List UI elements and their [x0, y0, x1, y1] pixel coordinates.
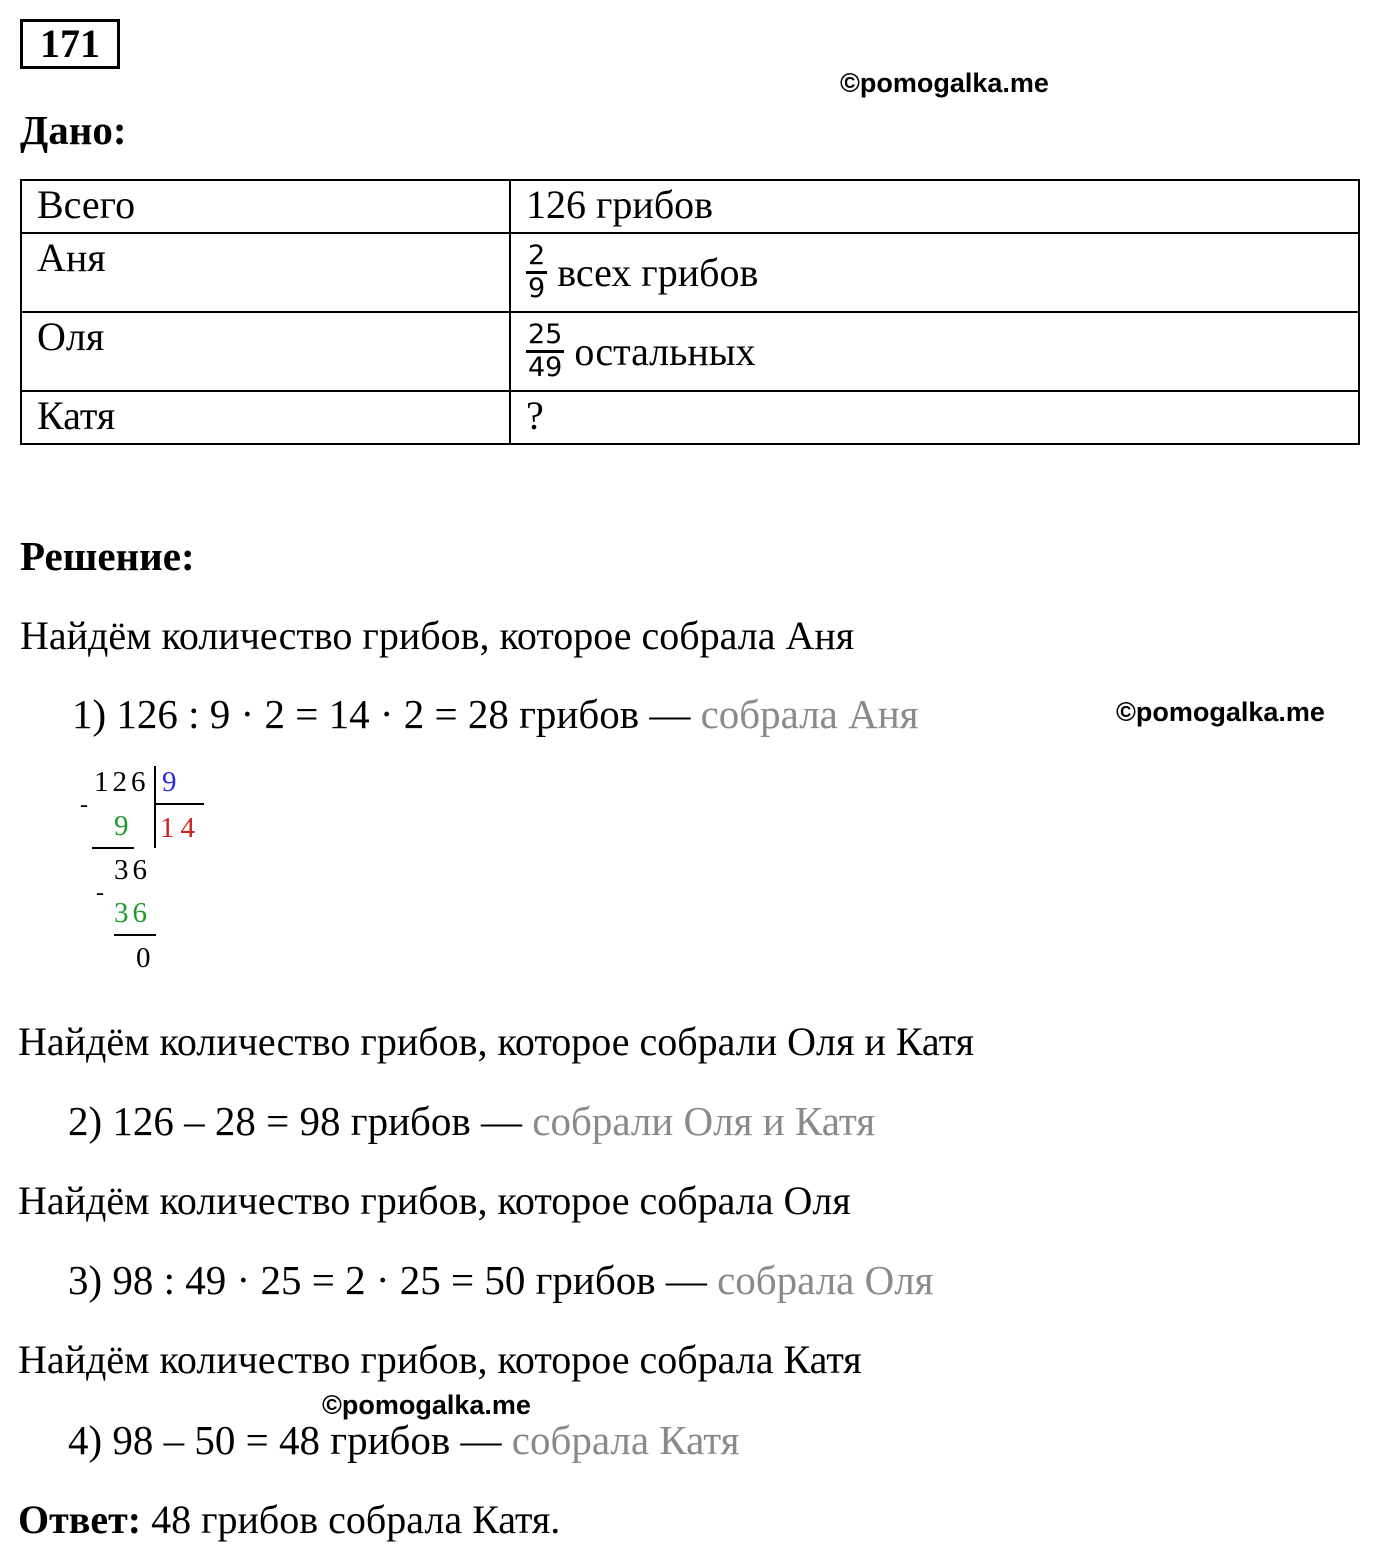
ld-minus-sign: -: [96, 880, 104, 906]
step-note: собрали Оля и Катя: [532, 1098, 876, 1144]
given-value: ?: [510, 391, 1359, 444]
step-note: собрала Катя: [511, 1417, 740, 1463]
ld-minus-sign: -: [80, 792, 88, 818]
fraction-25-49: [526, 320, 564, 383]
solution-step-2: [68, 1097, 875, 1145]
ld-remainder-1: 36: [114, 854, 151, 886]
solution-intro-4: Найдём количество грибов, которое собрала Катя: [18, 1337, 862, 1382]
ld-line-1: [92, 847, 134, 849]
watermark-bottom: ©pomogalka.me: [322, 1390, 531, 1420]
given-value: 126 грибов: [510, 180, 1359, 233]
ld-line-2: [114, 934, 156, 936]
step-note: собрала Оля: [717, 1257, 934, 1303]
solution-step-1: [72, 690, 919, 738]
ld-divisor-underline: [154, 803, 204, 805]
problem-number: 171: [20, 19, 120, 69]
fraction-2-9: [526, 241, 547, 304]
given-row-anya: [21, 233, 1359, 312]
step-note: собрала Аня: [700, 691, 919, 737]
ld-divisor: 9: [162, 766, 177, 798]
solution-heading: Решение:: [20, 533, 195, 579]
solution-intro-3: Найдём количество грибов, которое собрала Оля: [18, 1178, 851, 1223]
watermark-top: ©pomogalka.me: [840, 68, 1049, 98]
ld-quotient: 14: [160, 812, 201, 844]
solution-step-3: [68, 1256, 934, 1304]
solution-step-4: [68, 1416, 739, 1464]
fraction-numerator: 25: [526, 320, 564, 353]
given-value: остальных: [574, 328, 756, 374]
given-label: Всего: [21, 180, 510, 233]
given-label: Аня: [21, 233, 510, 312]
given-value-cell: [510, 233, 1359, 312]
given-row-total: [21, 180, 1359, 233]
step-expression: 1) 126 : 9 · 2 = 14 · 2 = 28 грибов —: [72, 691, 691, 737]
ld-remainder-2: 0: [136, 942, 151, 974]
given-value-cell: [510, 312, 1359, 391]
fraction-numerator: 2: [526, 241, 547, 274]
step-expression: 4) 98 – 50 = 48 грибов —: [68, 1417, 502, 1463]
step-expression: 3) 98 : 49 · 25 = 2 · 25 = 50 грибов —: [68, 1257, 707, 1303]
ld-vertical-bar: [154, 766, 156, 848]
given-label: Оля: [21, 312, 510, 391]
given-value: всех грибов: [557, 249, 759, 295]
ld-subtrahend-2: 36: [114, 897, 151, 929]
given-row-katya: [21, 391, 1359, 444]
given-heading: Дано:: [20, 107, 127, 153]
answer-line: [18, 1496, 560, 1543]
fraction-denominator: 49: [528, 352, 563, 383]
solution-intro-1: Найдём количество грибов, которое собрала Аня: [20, 613, 855, 658]
given-row-olya: [21, 312, 1359, 391]
step-expression: 2) 126 – 28 = 98 грибов —: [68, 1098, 523, 1144]
fraction-denominator: 9: [528, 273, 546, 304]
ld-subtrahend-1: 9: [114, 810, 129, 842]
watermark-middle: ©pomogalka.me: [1116, 697, 1325, 727]
answer-text: 48 грибов собрала Катя.: [151, 1497, 561, 1542]
answer-label: Ответ:: [18, 1497, 142, 1542]
given-table: [20, 179, 1360, 445]
solution-intro-2: Найдём количество грибов, которое собрали Оля и Катя: [18, 1019, 974, 1064]
given-label: Катя: [21, 391, 510, 444]
ld-dividend: 126: [94, 766, 150, 798]
